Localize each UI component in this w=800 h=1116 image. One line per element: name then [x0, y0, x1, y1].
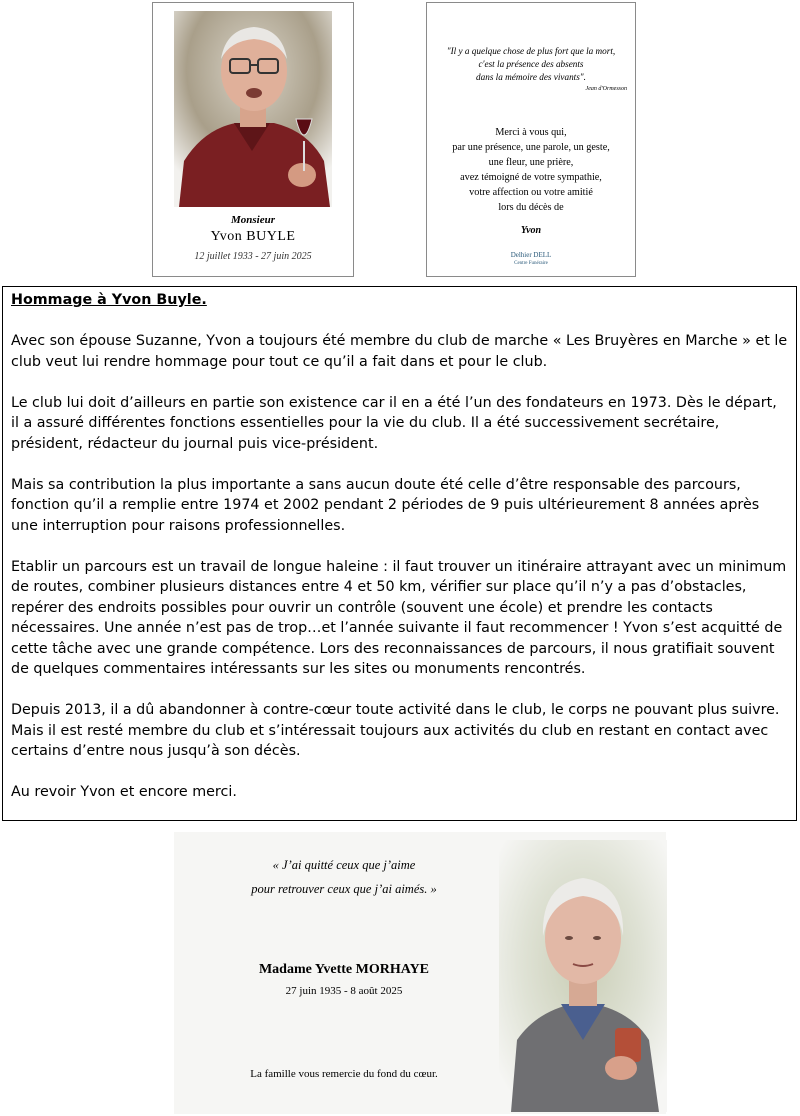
card-yvette-dates: 27 juin 1935 - 8 août 2025	[285, 985, 403, 997]
memorial-card-yvette	[174, 832, 666, 1114]
card-yvette-name: Madame Yvette MORHAYE	[258, 962, 430, 977]
thanks-block	[431, 125, 631, 215]
thanks-line: une fleur, une prière,	[488, 157, 574, 168]
card-yvette-quote-line1: « J’ai quitté ceux que j’aime	[272, 858, 416, 872]
thanks-signature: Yvon	[520, 225, 542, 236]
card-yvon-name: Yvon BUYLE	[210, 229, 296, 244]
thank-you-card	[426, 2, 636, 277]
thanks-line: par une présence, une parole, un geste,	[452, 142, 610, 153]
quote-line: c'est la présence des absents	[478, 59, 584, 69]
article-paragraph: Avec son épouse Suzanne, Yvon a toujours été membre du club de marche « Les Bruyères en Marche » et le club veut lui rendre hommage pour tout ce qu’il a fait dans et pour le club.	[11, 333, 788, 370]
card-yvette-thanks: La famille vous remercie du fond du cœur.	[250, 1068, 438, 1080]
memorial-card-yvon	[152, 2, 354, 277]
thanks-line: avez témoigné de votre sympathie,	[460, 172, 602, 183]
article-paragraph: Au revoir Yvon et encore merci.	[11, 784, 237, 800]
article-paragraph: Le club lui doit d’ailleurs en partie son existence car il en a été l’un des fondateurs en 1973. Dès le départ, il a assuré différentes fonctions essentielles pour la vie du club. Il a été successivement secrétaire, président, rédacteur du journal puis vice-président.	[11, 394, 777, 452]
article-title: Hommage à Yvon Buyle.	[11, 292, 207, 308]
thanks-line: lors du décès de	[498, 202, 564, 213]
quote-line: dans la mémoire des vivants".	[476, 72, 586, 82]
quote-block	[435, 45, 627, 84]
funeral-home-subtitle: Centre Funéraire	[514, 261, 548, 266]
thanks-line: votre affection ou votre amitié	[469, 187, 593, 198]
quote-line: "Il y a quelque chose de plus fort que la mort,	[446, 46, 616, 56]
thanks-line: Merci à vous qui,	[495, 127, 567, 138]
quote-author: Jean d'Ormesson	[585, 86, 627, 92]
portrait-yvette-morhaye	[499, 840, 667, 1112]
article-paragraph: Depuis 2013, il a dû abandonner à contre-cœur toute activité dans le club, le corps ne pouvant plus suivre. Mais il est resté membre du club et s’intéressait toujours aux activités du club en restant en contact avec certains d’entre nous jusqu’à son décès.	[11, 702, 780, 759]
card-yvette-quote-line2: pour retrouver ceux que j’ai aimés. »	[251, 882, 437, 896]
card-yvon-dates: 12 juillet 1933 - 27 juin 2025	[194, 251, 312, 262]
article-paragraph: Etablir un parcours est un travail de longue haleine : il faut trouver un itinéraire attrayant avec un minimum de routes, combiner plusieurs distances entre 4 et 50 km, vérifier sur place qu’il n’y a pas d’obstacles, repérer des endroits possibles pour ouvrir un contrôle (souvent une école) et prendre les contacts nécessaires. Une année n’est pas de trop…et l’année suivante il faut recommencer ! Yvon s’est acquitté de cette tâche avec une grande compétence. Lors des reconnaissances de parcours, il nous gratifiait souvent de quelques commentaires intéressants sur les sites ou monuments rencontrés.	[11, 558, 787, 677]
portrait-yvon-illustration	[174, 11, 332, 207]
card-yvon-title: Monsieur	[230, 214, 276, 226]
portrait-yvette-illustration	[499, 840, 667, 1112]
tribute-article	[2, 286, 797, 821]
article-paragraph: Mais sa contribution la plus importante a sans aucun doute été celle d’être responsable des parcours, fonction qu’il a remplie entre 1974 et 2002 pendant 2 périodes de 9 puis ultérieurement 8 années après une interruption pour raisons professionnelles.	[11, 476, 760, 534]
funeral-home-name: Delhier DELL	[510, 251, 552, 259]
portrait-yvon-buyle	[174, 11, 332, 207]
